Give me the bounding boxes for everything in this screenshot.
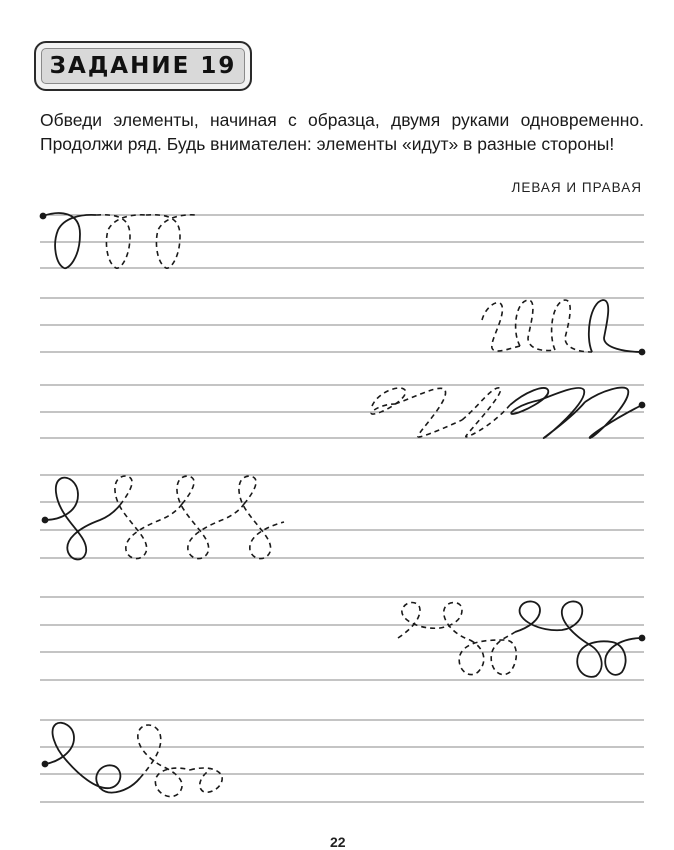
ruled-lines [40, 215, 644, 802]
row-2-sample [589, 300, 645, 355]
row-2-trace [482, 300, 592, 352]
row-6-sample [43, 723, 141, 793]
row-5-sample [515, 601, 645, 676]
row-5-trace [398, 603, 516, 675]
hands-label: ЛЕВАЯ И ПРАВАЯ [511, 180, 642, 195]
row-4-sample [43, 478, 121, 560]
instructions-text: Обведи элементы, начиная с образца, двумя руками одновременно. Продолжи ряд. Будь внимателен: элементы «идут» в разные стороны! [40, 110, 644, 154]
row-1-sample [41, 213, 97, 268]
page-number: 22 [330, 834, 346, 850]
row-6-trace [138, 725, 222, 797]
row-4-trace [115, 476, 284, 559]
task-title: ЗАДАНИЕ 19 [49, 53, 237, 79]
row-3-sample [510, 388, 645, 438]
